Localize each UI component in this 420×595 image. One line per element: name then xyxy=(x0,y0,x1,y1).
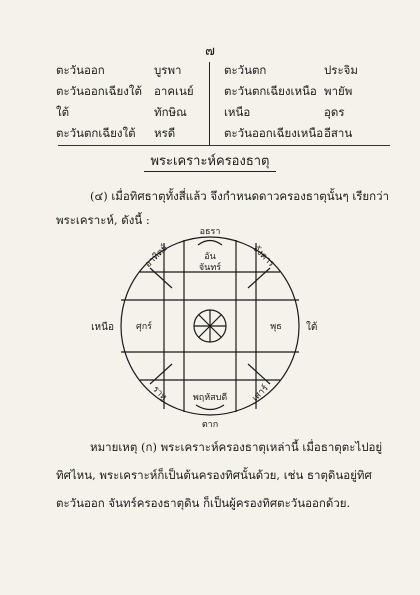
direction-value: อุดร xyxy=(324,105,345,119)
direction-name: ตะวันตก xyxy=(224,63,267,77)
label-se-planet: ราหู xyxy=(150,384,169,403)
label-bottom-planet: พฤหัสบดี xyxy=(192,393,228,403)
direction-value: อาคเนย์ xyxy=(154,84,194,98)
direction-value: ประจิม xyxy=(324,63,358,77)
direction-name: ตะวันตกเฉียงใต้ xyxy=(56,126,136,140)
label-east-planet: จันทร์ xyxy=(198,263,222,273)
direction-name: ตะวันออก xyxy=(56,63,105,77)
diagonal-line xyxy=(150,364,172,384)
label-ne-planet: อังคาร xyxy=(250,243,277,270)
label-top: อธรา xyxy=(199,227,221,237)
direction-value: พายัพ xyxy=(324,84,353,98)
paragraph-note-text: หมายเหตุ (ก) พระเคราะห์ครองธาตุเหล่านี้ เมื่อธาตุตะไปอยู่ทิศไหน, พระเคราะห์ก็เป็นต้นครองทิศนั้นด้วย, เช่น ธาตุดินอยู่ทิศตะวันออก จันทร์ครองธาตุดิน ก็เป็นผู้ครองทิศตะวันออกด้วย. xyxy=(56,440,383,510)
paragraph-note xyxy=(56,433,396,517)
diagonal-line xyxy=(248,364,270,384)
page-number: ๗ xyxy=(205,44,215,59)
label-east-sub: อัน xyxy=(204,252,216,262)
direction-name: เหนือ xyxy=(224,105,251,119)
top-arc xyxy=(198,241,222,246)
direction-name: ตะวันออกเฉียงเหนือ xyxy=(224,126,324,140)
direction-name: ตะวันออกเฉียงใต้ xyxy=(56,84,142,98)
direction-value: บูรพา xyxy=(154,63,182,77)
label-north-outer: เหนือ xyxy=(91,322,114,333)
label-nw-planet: อาทิตย์ xyxy=(143,243,170,270)
direction-name: ตะวันตกเฉียงเหนือ xyxy=(224,84,317,98)
diagonal-line xyxy=(150,268,172,288)
label-bottom: ตาก xyxy=(201,420,219,430)
label-south-outer: ใต้ xyxy=(306,322,318,333)
paragraph-intro-text: (๔) เมื่อทิศธาตุทั้งสี่แล้ว จึงกำหนดดาวครองธาตุนั้นๆ เรียกว่า พระเคราะห์, ดังนี้ : xyxy=(56,189,390,227)
direction-value: หรดี xyxy=(154,126,176,140)
label-south-planet: พุธ xyxy=(270,322,282,332)
direction-value: อีสาน xyxy=(324,126,353,140)
direction-value: ทักษิณ xyxy=(154,105,187,119)
label-west-planet: ศุกร์ xyxy=(136,322,152,332)
direction-name: ใต้ xyxy=(56,105,70,119)
bottom-arc xyxy=(196,405,224,410)
section-title-text: พระเคราะห์ครองธาตุ xyxy=(144,154,275,172)
diagonal-line xyxy=(248,268,270,288)
label-sw-planet: เสาร์ xyxy=(250,383,271,404)
